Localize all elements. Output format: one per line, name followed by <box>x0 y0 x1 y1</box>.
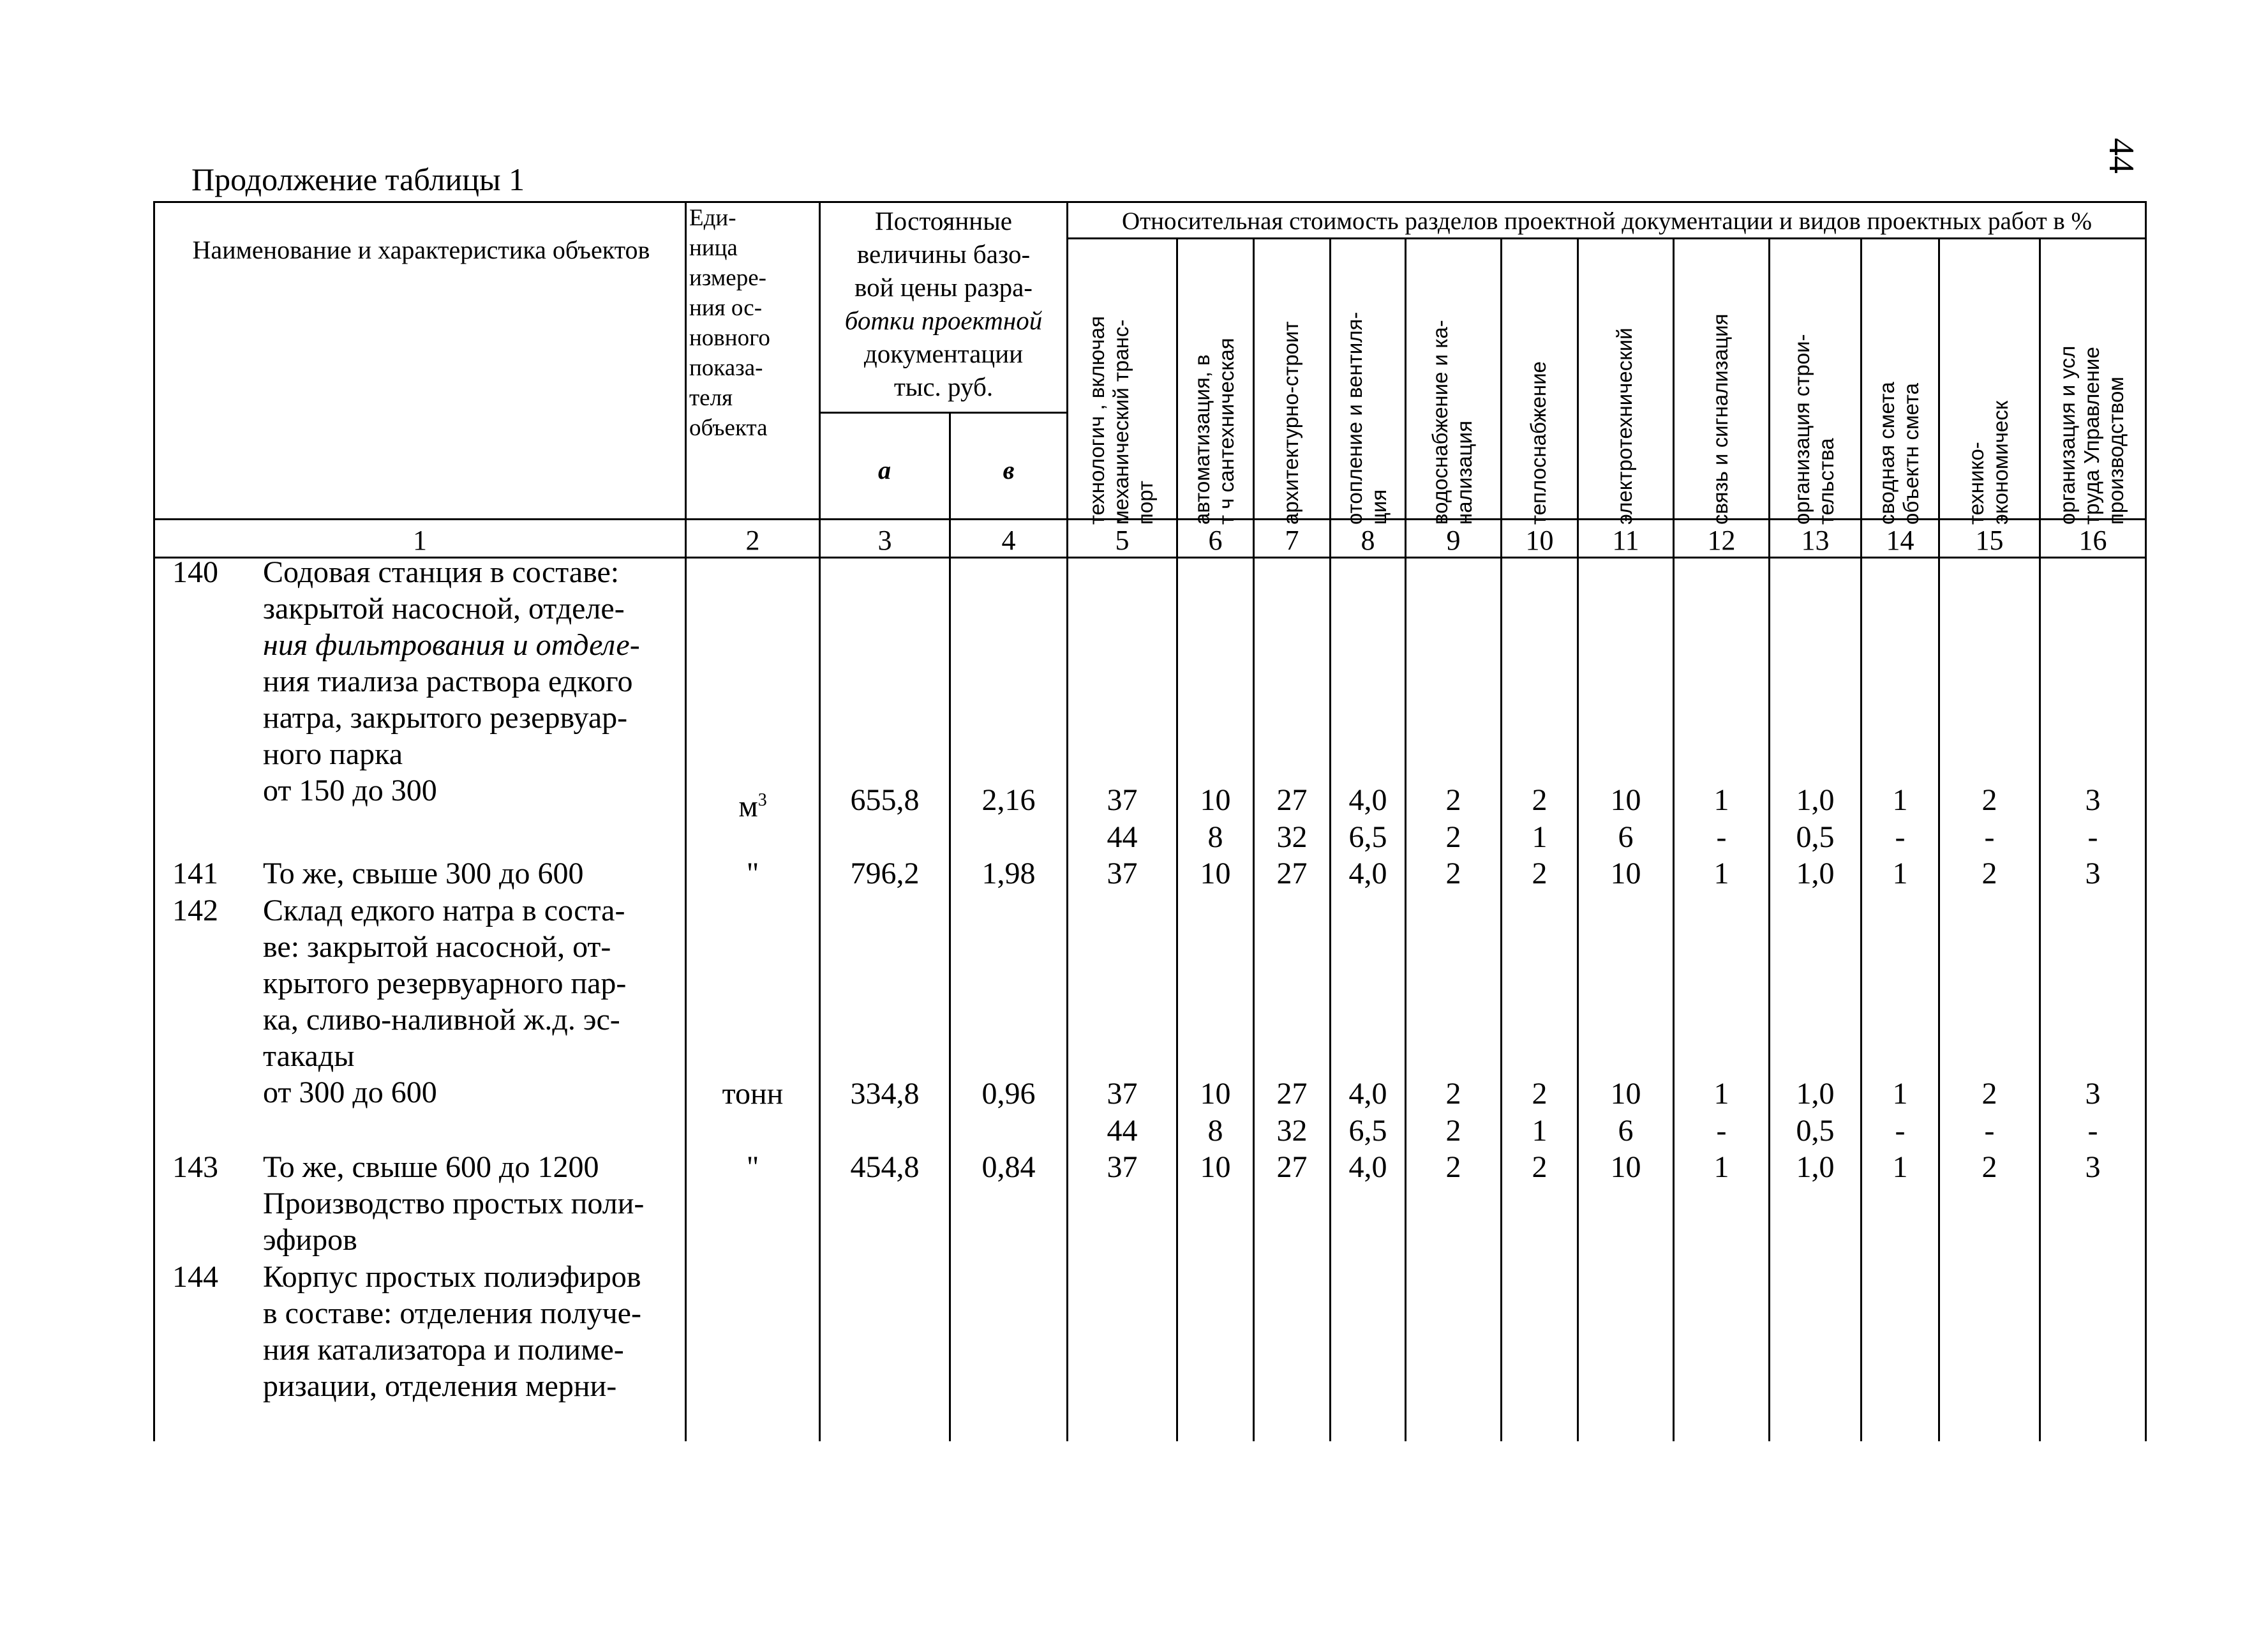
row-142-line-2-col-14: - <box>1895 1114 1906 1148</box>
colnum-4: 4 <box>1001 525 1016 556</box>
row-142-line-1-col-8: 4,0 <box>1348 1077 1387 1111</box>
row-141-col-6: 10 <box>1200 857 1231 890</box>
row-value-a: 796,2 <box>850 857 920 890</box>
row-value-v: 2,16 <box>981 783 1036 817</box>
row-142-line-1-col-15: 2 <box>1981 1077 1997 1111</box>
row-141-col-9: 2 <box>1445 857 1461 890</box>
row-142-line-1-col-5: 37 <box>1107 1077 1138 1111</box>
header-rot-9: водоснабжение и ка- нализация <box>1428 320 1476 525</box>
row-142-line-2-col-7: 32 <box>1276 1114 1308 1148</box>
row-number: 142 <box>172 894 218 927</box>
row-143-col-14: 1 <box>1892 1150 1908 1184</box>
row-143-col-10: 2 <box>1532 1150 1548 1184</box>
row-140-line-2-col-10: 1 <box>1532 820 1548 854</box>
row-140-line-1-col-16: 3 <box>2085 783 2101 817</box>
header-rot-14: сводная смета объектн смета <box>1875 382 1923 525</box>
row-140-line-2-col-7: 32 <box>1276 820 1308 854</box>
row-140-line-2-col-8: 6,5 <box>1348 820 1387 854</box>
row-140-line-2-col-9: 2 <box>1445 820 1461 854</box>
row-description: То же, свыше 300 до 600 <box>263 857 584 890</box>
row-142-line-2-col-10: 1 <box>1532 1114 1548 1148</box>
page-number: 44 <box>2101 138 2141 174</box>
row-value-a: 655,8 <box>850 783 920 817</box>
colnum-11: 11 <box>1612 525 1639 556</box>
colnum-2: 2 <box>745 525 760 556</box>
row-141-col-7: 27 <box>1276 857 1308 890</box>
row-number: 143 <box>172 1150 218 1184</box>
row-143-col-9: 2 <box>1445 1150 1461 1184</box>
row-141-col-14: 1 <box>1892 857 1908 890</box>
row-description: Корпус простых полиэфиров в составе: отделения получе- ния катализатора и полиме- ризации, отделения мерни- <box>263 1260 641 1403</box>
row-value-v: 0,84 <box>981 1150 1036 1184</box>
colnum-1: 1 <box>413 525 427 556</box>
row-143-col-12: 1 <box>1713 1150 1729 1184</box>
row-142-line-1-col-14: 1 <box>1892 1077 1908 1111</box>
row-141-col-13: 1,0 <box>1796 857 1835 890</box>
row-140-line-2-col-14: - <box>1895 820 1906 854</box>
row-142-line-1-col-9: 2 <box>1445 1077 1461 1111</box>
row-143-col-7: 27 <box>1276 1150 1308 1184</box>
colnum-5: 5 <box>1115 525 1130 556</box>
row-142-line-1-col-13: 1,0 <box>1796 1077 1835 1111</box>
header-rot-8: отопление и вентиля- ция <box>1343 311 1391 525</box>
col-divider-3 <box>949 412 951 1441</box>
continuation-label: Продолжение таблицы 1 <box>191 161 525 197</box>
row-description: То же, свыше 600 до 1200 Производство простых поли- эфиров <box>263 1150 645 1257</box>
row-141-col-8: 4,0 <box>1348 857 1387 890</box>
row-unit: " <box>746 857 759 890</box>
header-sub-v: в <box>1003 456 1015 484</box>
row-142-line-2-col-8: 6,5 <box>1348 1114 1387 1148</box>
row-141-col-16: 3 <box>2085 857 2101 890</box>
colnum-9: 9 <box>1446 525 1461 556</box>
row-number: 144 <box>172 1260 218 1294</box>
row-140-line-1-col-6: 10 <box>1200 783 1231 817</box>
row-140-line-1-col-14: 1 <box>1892 783 1908 817</box>
row-142-line-2-col-13: 0,5 <box>1796 1114 1835 1148</box>
row-141-col-11: 10 <box>1610 857 1641 890</box>
header-rot-11: электротехнический <box>1613 327 1636 525</box>
row-142-line-2-col-6: 8 <box>1207 1114 1223 1148</box>
row-140-line-2-col-16: - <box>2087 820 2098 854</box>
row-142-line-2-col-15: - <box>1984 1114 1995 1148</box>
table-right-border <box>2145 201 2147 1441</box>
colnum-16: 16 <box>2078 525 2107 556</box>
row-142-line-1-col-7: 27 <box>1276 1077 1308 1111</box>
colnum-14: 14 <box>1886 525 1914 556</box>
header-sub-a: а <box>878 456 891 484</box>
header-name-col: Наименование и характеристика объектов <box>192 236 650 264</box>
row-unit: тонн <box>722 1077 784 1111</box>
colnum-10: 10 <box>1525 525 1554 556</box>
row-140-line-2-col-12: - <box>1716 820 1727 854</box>
row-143-col-6: 10 <box>1200 1150 1231 1184</box>
row-140-line-1-col-10: 2 <box>1532 783 1548 817</box>
row-141-col-5: 37 <box>1107 857 1138 890</box>
row-140-line-1-col-8: 4,0 <box>1348 783 1387 817</box>
row-140-line-1-col-7: 27 <box>1276 783 1308 817</box>
header-rot-5: технологич , включая механический транс- порт <box>1085 316 1157 525</box>
row-142-line-1-col-11: 10 <box>1610 1077 1641 1111</box>
row-142-line-2-col-5: 44 <box>1107 1114 1138 1148</box>
row-140-line-2-col-5: 44 <box>1107 820 1138 854</box>
row-143-col-13: 1,0 <box>1796 1150 1835 1184</box>
row-142-line-1-col-10: 2 <box>1532 1077 1548 1111</box>
row-143-col-16: 3 <box>2085 1150 2101 1184</box>
header-const-col: Постоянные величины базо- вой цены разра- ботки проектной документации тыс. руб. <box>844 206 1043 401</box>
row-142-line-2-col-12: - <box>1716 1114 1727 1148</box>
header-rot-12: связь и сигнализация <box>1708 313 1732 525</box>
row-142-line-1-col-16: 3 <box>2085 1077 2101 1111</box>
row-143-col-5: 37 <box>1107 1150 1138 1184</box>
header-rot-15: технико- экономическ <box>1964 400 2012 525</box>
row-value-v: 1,98 <box>981 857 1036 890</box>
row-143-col-8: 4,0 <box>1348 1150 1387 1184</box>
row-140-line-1-col-11: 10 <box>1610 783 1641 817</box>
row-142-line-2-col-9: 2 <box>1445 1114 1461 1148</box>
row-unit: " <box>746 1150 759 1184</box>
row-description: Склад едкого натра в соста- ве: закрытой насосной, от- крытого резервуарного пар- ка, сливо-наливной ж.д. эс- такады от 300 до 600 <box>263 894 627 1109</box>
row-140-line-1-col-13: 1,0 <box>1796 783 1835 817</box>
colnum-13: 13 <box>1801 525 1830 556</box>
colnum-6: 6 <box>1208 525 1223 556</box>
row-141-col-10: 2 <box>1532 857 1548 890</box>
row-141-col-15: 2 <box>1981 857 1997 890</box>
row-143-col-15: 2 <box>1981 1150 1997 1184</box>
table-top-border <box>153 201 2147 203</box>
colnum-8: 8 <box>1361 525 1375 556</box>
row-142-line-2-col-11: 6 <box>1618 1114 1634 1148</box>
row-description: Содовая станция в составе: закрытой насосной, отделе- ния фильтрования и отделе- ния тиализа раствора едкого натра, закрытого резервуар- ного парка от 150 до 300 <box>263 555 640 807</box>
row-140-line-2-col-6: 8 <box>1207 820 1223 854</box>
row-142-line-2-col-16: - <box>2087 1114 2098 1148</box>
colnum-12: 12 <box>1707 525 1736 556</box>
header-rot-13: организация строи- тельства <box>1790 334 1838 525</box>
row-number: 141 <box>172 857 218 890</box>
row-unit: $м^3$ <box>738 790 767 823</box>
row-143-col-11: 10 <box>1610 1150 1641 1184</box>
header-rot-10: теплоснабжение <box>1526 361 1550 525</box>
row-140-line-1-col-9: 2 <box>1445 783 1461 817</box>
row-140-line-1-col-5: 37 <box>1107 783 1138 817</box>
row-140-line-2-col-11: 6 <box>1618 820 1634 854</box>
row-140-line-1-col-12: 1 <box>1713 783 1729 817</box>
row-140-line-1-col-15: 2 <box>1981 783 1997 817</box>
row-number: 140 <box>172 555 218 589</box>
row-142-line-1-col-6: 10 <box>1200 1077 1231 1111</box>
row-value-a: 334,8 <box>850 1077 920 1111</box>
table-left-border <box>153 201 155 1441</box>
row-142-line-1-col-12: 1 <box>1713 1077 1729 1111</box>
row-140-line-2-col-13: 0,5 <box>1796 820 1835 854</box>
subheader-divider <box>819 412 1066 414</box>
row-140-line-2-col-15: - <box>1984 820 1995 854</box>
colnum-3: 3 <box>877 525 892 556</box>
header-rot-16: организация и усл труда Управление производством <box>2055 345 2128 525</box>
header-rot-6: автоматизация, в т ч сантехническая <box>1190 338 1238 525</box>
header-rel-cost: Относительная стоимость разделов проектной документации и видов проектных работ в % <box>1121 207 2093 235</box>
row-value-v: 0,96 <box>981 1077 1036 1111</box>
header-rot-7: архитектурно-строит <box>1279 321 1302 525</box>
row-141-col-12: 1 <box>1713 857 1729 890</box>
header-unit-col: Еди- ница измере- ния ос- новного показа- теля объекта <box>689 205 770 441</box>
colnum-15: 15 <box>1975 525 2004 556</box>
colnum-7: 7 <box>1285 525 1299 556</box>
row-value-a: 454,8 <box>850 1150 920 1184</box>
